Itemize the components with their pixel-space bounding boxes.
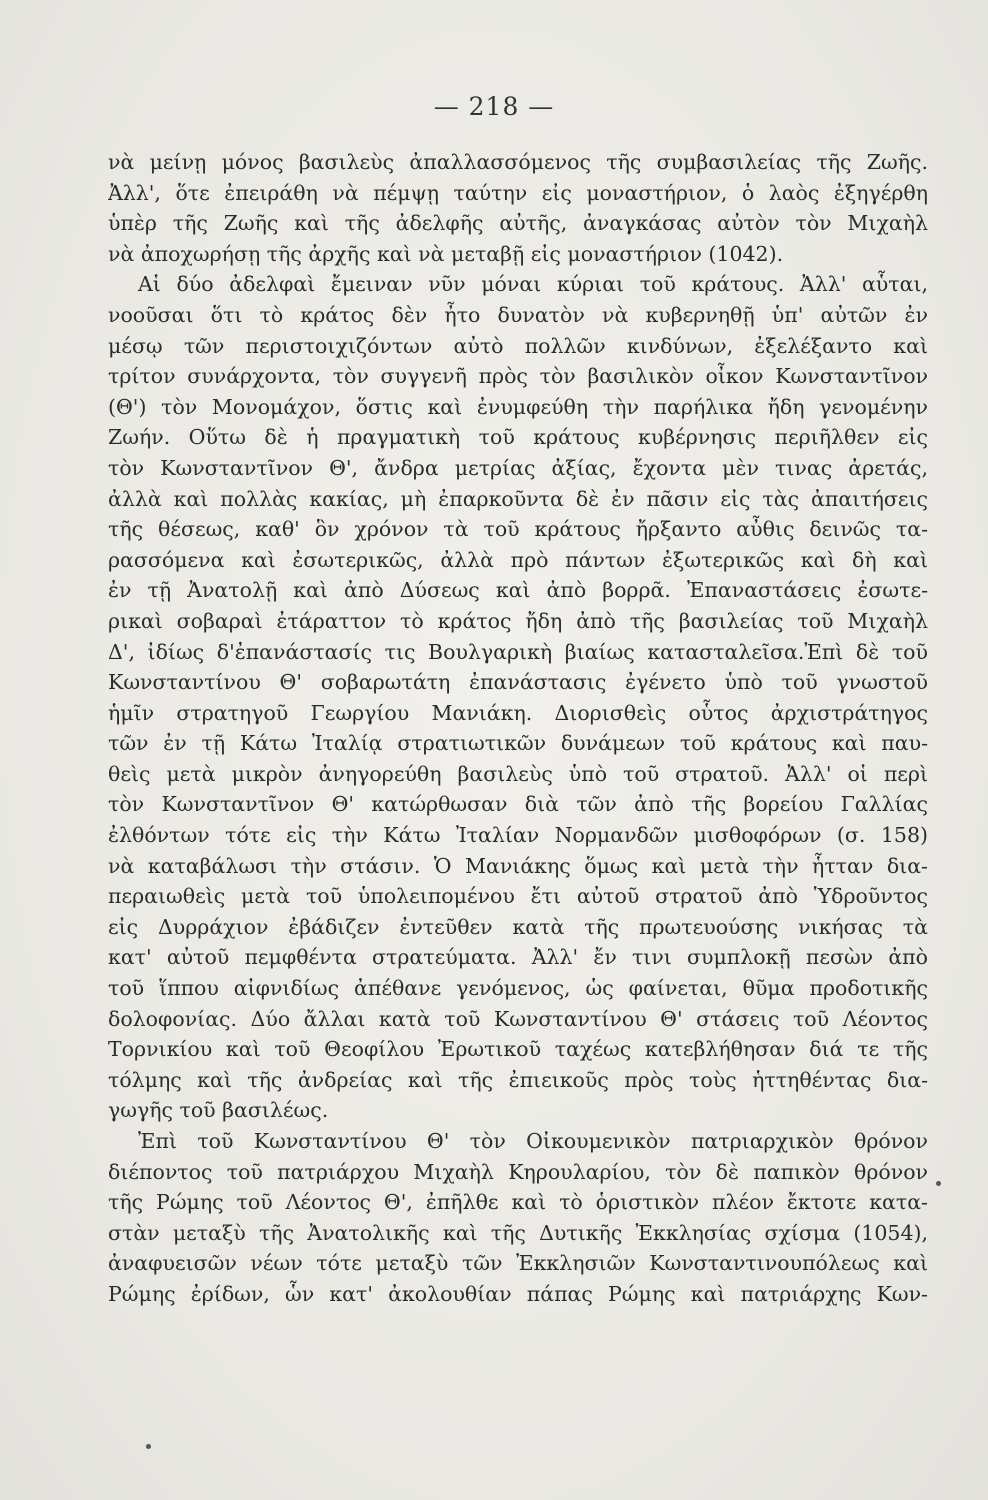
- text-line: ρικαὶ σοβαραὶ ἐτάραττον τὸ κράτος ἤδη ἀπὸ τῆς βασιλείας τοῦ Μιχαὴλ: [108, 608, 928, 633]
- text-line: νὰ ἀποχωρήσῃ τῆς ἀρχῆς καὶ νὰ μεταβῇ εἰς μοναστήριον (1042).: [108, 241, 784, 266]
- text-line: ἐν τῇ Ἀνατολῇ καὶ ἀπὸ Δύσεως καὶ ἀπὸ βορρᾶ. Ἐπαναστάσεις ἐσωτε-: [108, 578, 928, 603]
- text-line: κατ' αὐτοῦ πεμφθέντα στρατεύματα. Ἀλλ' ἔν τινι συμπλοκῇ πεσὼν ἀπὸ: [108, 945, 928, 970]
- text-line: νὰ καταβάλωσι τὴν στάσιν. Ὁ Μανιάκης ὅμως καὶ μετὰ τὴν ἧτταν δια-: [108, 853, 928, 878]
- text-line: εἰς Δυρράχιον ἐβάδιζεν ἐντεῦθεν κατὰ τῆς πρωτευούσης νικήσας τὰ: [108, 914, 928, 939]
- text-body: [108, 147, 928, 1310]
- text-line: τῶν ἐν τῇ Κάτω Ἰταλίᾳ στρατιωτικῶν δυνάμεων τοῦ κράτους καὶ παυ-: [108, 731, 928, 756]
- text-line: Ἐπὶ τοῦ Κωνσταντίνου Θ' τὸν Οἰκουμενικὸν πατριαρχικὸν θρόνον: [138, 1129, 928, 1153]
- ink-speck: [146, 1444, 151, 1449]
- text-line: ἡμῖν στρατηγοῦ Γεωργίου Μανιάκη. Διορισθεὶς οὗτος ἀρχιστράτηγος: [108, 700, 928, 725]
- page-number: — 218 —: [433, 92, 555, 121]
- text-line: τρίτον συνάρχοντα, τὸν συγγενῆ πρὸς τὸν βασιλικὸν οἶκον Κωνσταντῖνον: [108, 364, 928, 389]
- paragraph-1: [108, 147, 928, 269]
- text-line: μέσῳ τῶν περιστοιχιζόντων αὐτὸ πολλῶν κινδύνων, ἐξελέξαντο καὶ: [108, 333, 928, 358]
- text-line: τὸν Κωνσταντῖνον Θ' κατώρθωσαν διὰ τῶν ἀπὸ τῆς βορείου Γαλλίας: [108, 792, 928, 817]
- text-line: τοῦ ἵππου αἰφνιδίως ἀπέθανε γενόμενος, ὡς φαίνεται, θῦμα προδοτικῆς: [108, 976, 928, 1001]
- text-line: τόλμης καὶ τῆς ἀνδρείας καὶ τῆς ἐπιεικοῦς πρὸς τοὺς ἡττηθέντας δια-: [108, 1067, 928, 1092]
- text-line: γωγῆς τοῦ βασιλέως.: [108, 1098, 329, 1123]
- text-line: στὰν μεταξὺ τῆς Ἀνατολικῆς καὶ τῆς Δυτικῆς Ἐκκλησίας σχίσμα (1054),: [108, 1220, 928, 1245]
- paragraph-2: [108, 269, 928, 1126]
- text-line: νοοῦσαι ὅτι τὸ κράτος δὲν ἦτο δυνατὸν νὰ κυβερνηθῇ ὑπ' αὐτῶν ἐν: [108, 302, 928, 327]
- text-line: τὸν Κωνσταντῖνον Θ', ἄνδρα μετρίας ἀξίας, ἔχοντα μὲν τινας ἀρετάς,: [108, 455, 928, 480]
- text-line: Αἱ δύο ἀδελφαὶ ἔμειναν νῦν μόναι κύριαι τοῦ κράτους. Ἀλλ' αὗται,: [138, 272, 928, 297]
- text-line: Ζωήν. Οὕτω δὲ ἡ πραγματικὴ τοῦ κράτους κυβέρνησις περιῆλθεν εἰς: [108, 425, 928, 450]
- text-line: ἀλλὰ καὶ πολλὰς κακίας, μὴ ἐπαρκοῦντα δὲ ἐν πᾶσιν εἰς τὰς ἀπαιτήσεις: [108, 486, 928, 511]
- text-line: νὰ μείνῃ μόνος βασιλεὺς ἀπαλλασσόμενος τῆς συμβασιλείας τῆς Ζωῆς.: [108, 150, 928, 174]
- text-line: περαιωθεὶς μετὰ τοῦ ὑπολειπομένου ἔτι αὐτοῦ στρατοῦ ἀπὸ Ὑδροῦντος: [108, 884, 928, 909]
- ink-speck: [936, 1181, 941, 1186]
- text-line: διέποντος τοῦ πατριάρχου Μιχαὴλ Κηρουλαρίου, τὸν δὲ παπικὸν θρόνον: [108, 1159, 928, 1184]
- text-line: Τορνικίου καὶ τοῦ Θεοφίλου Ἐρωτικοῦ ταχέως κατεβλήθησαν διά τε τῆς: [108, 1037, 928, 1062]
- text-line: Κωνσταντίνου Θ' σοβαρωτάτη ἐπανάστασις ἐγένετο ὑπὸ τοῦ γνωστοῦ: [108, 670, 928, 695]
- text-line: (Θ') τὸν Μονομάχον, ὅστις καὶ ἐνυμφεύθη τὴν παρήλικα ἤδη γενομένην: [108, 394, 928, 419]
- text-line: δολοφονίας. Δύο ἄλλαι κατὰ τοῦ Κωνσταντίνου Θ' στάσεις τοῦ Λέοντος: [108, 1006, 928, 1031]
- paragraph-3: [108, 1126, 928, 1310]
- text-line: Ἀλλ', ὅτε ἐπειράθη νὰ πέμψῃ ταύτην εἰς μοναστήριον, ὁ λαὸς ἐξηγέρθη: [108, 180, 928, 205]
- text-line: τῆς θέσεως, καθ' ὃν χρόνον τὰ τοῦ κράτους ἤρξαντο αὖθις δεινῶς τα-: [108, 517, 928, 542]
- text-line: Δ', ἰδίως δ'ἐπανάστασίς τις Βουλγαρικὴ βιαίως κατασταλεῖσα.Ἐπὶ δὲ τοῦ: [108, 639, 928, 664]
- text-line: θεὶς μετὰ μικρὸν ἀνηγορεύθη βασιλεὺς ὑπὸ τοῦ στρατοῦ. Ἀλλ' οἱ περὶ: [108, 761, 928, 786]
- text-line: ἀναφυεισῶν νέων τότε μεταξὺ τῶν Ἐκκλησιῶν Κωνσταντινουπόλεως καὶ: [108, 1251, 928, 1276]
- text-line: τῆς Ρώμης τοῦ Λέοντος Θ', ἐπῆλθε καὶ τὸ ὁριστικὸν πλέον ἔκτοτε κατα-: [108, 1190, 928, 1215]
- text-line: ρασσόμενα καὶ ἐσωτερικῶς, ἀλλὰ πρὸ πάντων ἐξωτερικῶς καὶ δὴ καὶ: [108, 547, 928, 572]
- text-line: ὑπὲρ τῆς Ζωῆς καὶ τῆς ἀδελφῆς αὐτῆς, ἀναγκάσας αὐτὸν τὸν Μιχαὴλ: [108, 211, 928, 236]
- text-line: ἐλθόντων τότε εἰς τὴν Κάτω Ἰταλίαν Νορμανδῶν μισθοφόρων (σ. 158): [108, 823, 928, 848]
- text-line: Ρώμης ἐρίδων, ὧν κατ' ἀκολουθίαν πάπας Ρώμης καὶ πατριάρχης Κων-: [108, 1281, 928, 1306]
